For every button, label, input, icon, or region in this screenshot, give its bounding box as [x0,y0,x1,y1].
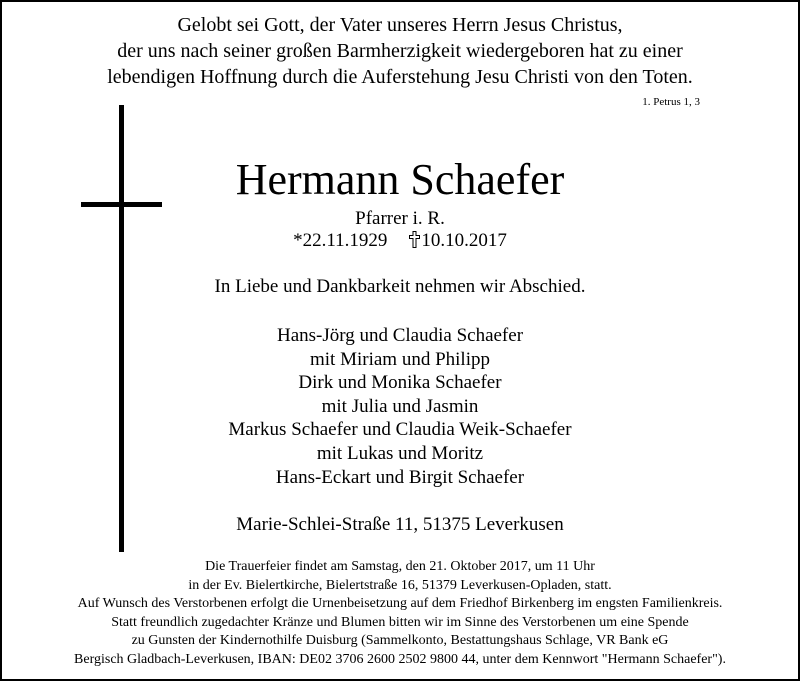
mourners-list [2,324,798,489]
farewell-text: In Liebe und Dankbarkeit nehmen wir Abschied. [214,276,586,297]
footer-line: Auf Wunsch des Verstorbenen erfolgt die Urnenbeisetzung auf dem Friedhof Birkenberg im engsten Familienkreis. [77,596,723,611]
footer-line: Die Trauerfeier findet am Samstag, den 21. Oktober 2017, um 11 Uhr [205,559,595,574]
funeral-details [2,558,798,669]
footer-line: Statt freundlich zugedachter Kränze und Blumen bitten wir im Sinne des Verstorbenen um eine Spende [111,614,689,630]
small-cross-icon [409,231,420,248]
footer-line: zu Gunsten der Kindernothilfe Duisburg (Sammelkonto, Bestattungshaus Schlage, VR Bank eG [131,633,669,648]
mourner-line: Dirk und Monika Schaefer [298,372,502,394]
verse-line: lebendigen Hoffnung durch die Auferstehung Jesu Christi von den Toten. [107,66,693,88]
footer-line: Bergisch Gladbach-Leverkusen, IBAN: DE02 3706 2600 2502 9800 44, unter dem Kennwort "Hermann Schaefer"). [74,651,726,667]
mourner-line: Hans-Eckart und Birgit Schaefer [275,466,525,488]
verse-line: der uns nach seiner großen Barmherzigkeit wiedergeboren hat zu einer [117,40,683,62]
bible-verse [2,12,798,90]
mourner-line: mit Miriam und Philipp [310,348,490,370]
mourner-line: mit Lukas und Moritz [316,442,484,464]
birth-date: *22.11.1929 [293,230,388,251]
deceased-name: Hermann Schaefer [235,155,565,204]
mourner-line: mit Julia und Jasmin [321,395,479,417]
family-address: Marie-Schlei-Straße 11, 51375 Leverkusen [236,514,564,535]
verse-reference: 1. Petrus 1, 3 [642,96,700,108]
death-date: 10.10.2017 [421,230,507,251]
life-dates [2,230,798,252]
mourner-line: Markus Schaefer und Claudia Weik-Schaefer [228,419,572,441]
deceased-title: Pfarrer i. R. [355,208,445,229]
verse-line: Gelobt sei Gott, der Vater unseres Herrn Jesus Christus, [177,14,623,36]
mourner-line: Hans-Jörg und Claudia Schaefer [276,325,524,346]
footer-line: in der Ev. Bielertkirche, Bielertstraße 16, 51379 Leverkusen-Opladen, statt. [188,577,612,593]
